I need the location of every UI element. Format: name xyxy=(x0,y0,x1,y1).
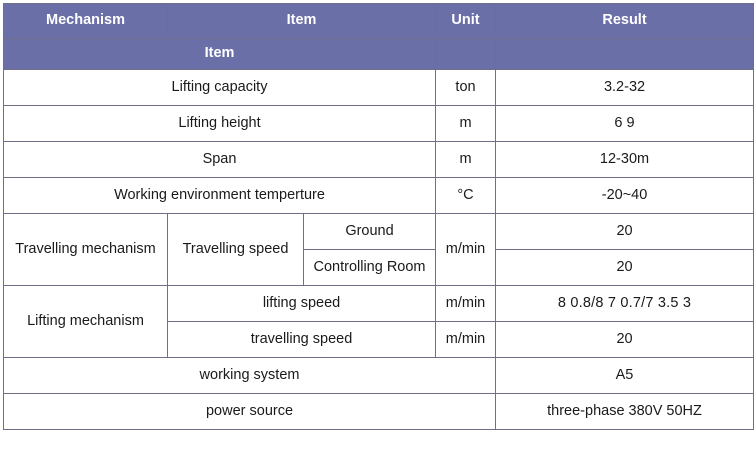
row-unit: m xyxy=(436,142,496,178)
table-row xyxy=(4,70,754,106)
row-label: Lifting height xyxy=(4,106,436,142)
lifting-row-unit: m/min xyxy=(436,286,496,322)
travelling-place-ground: Ground xyxy=(304,214,436,250)
lifting-row-result: 20 xyxy=(496,322,754,358)
travelling-place-controlling-room: Controlling Room xyxy=(304,250,436,286)
specification-table xyxy=(3,3,754,430)
header-unit: Unit xyxy=(436,4,496,39)
lifting-row-unit: m/min xyxy=(436,322,496,358)
row-unit: °C xyxy=(436,178,496,214)
travelling-mechanism-label: Travelling mechanism xyxy=(4,214,168,286)
row-label: Lifting capacity xyxy=(4,70,436,106)
travelling-result-controlling-room: 20 xyxy=(496,250,754,286)
row-result: 12-30m xyxy=(496,142,754,178)
row-unit: ton xyxy=(436,70,496,106)
header-result: Result xyxy=(496,4,754,39)
section-title: Item xyxy=(4,39,436,70)
table-row-power-source xyxy=(4,394,754,430)
table-row-lifting-speed xyxy=(4,286,754,322)
section-unit-blank xyxy=(436,39,496,70)
table-section-row xyxy=(4,39,754,70)
row-unit: m xyxy=(436,106,496,142)
footer-label: power source xyxy=(4,394,496,430)
table-header-row xyxy=(4,4,754,39)
section-result-blank xyxy=(496,39,754,70)
table-row xyxy=(4,142,754,178)
table-row xyxy=(4,106,754,142)
lifting-row-label: lifting speed xyxy=(168,286,436,322)
travelling-result-ground: 20 xyxy=(496,214,754,250)
row-result: -20~40 xyxy=(496,178,754,214)
row-label: Span xyxy=(4,142,436,178)
table-row xyxy=(4,178,754,214)
travelling-speed-label: Travelling speed xyxy=(168,214,304,286)
header-mechanism: Mechanism xyxy=(4,4,168,39)
row-result: 6 9 xyxy=(496,106,754,142)
footer-result: three-phase 380V 50HZ xyxy=(496,394,754,430)
footer-label: working system xyxy=(4,358,496,394)
row-result: 3.2-32 xyxy=(496,70,754,106)
header-item: Item xyxy=(168,4,436,39)
travelling-unit: m/min xyxy=(436,214,496,286)
table-row-working-system xyxy=(4,358,754,394)
row-label: Working environment temperture xyxy=(4,178,436,214)
lifting-mechanism-label: Lifting mechanism xyxy=(4,286,168,358)
table-row-travelling-ground xyxy=(4,214,754,250)
lifting-row-label: travelling speed xyxy=(168,322,436,358)
lifting-row-result: 8 0.8/8 7 0.7/7 3.5 3 xyxy=(496,286,754,322)
footer-result: A5 xyxy=(496,358,754,394)
